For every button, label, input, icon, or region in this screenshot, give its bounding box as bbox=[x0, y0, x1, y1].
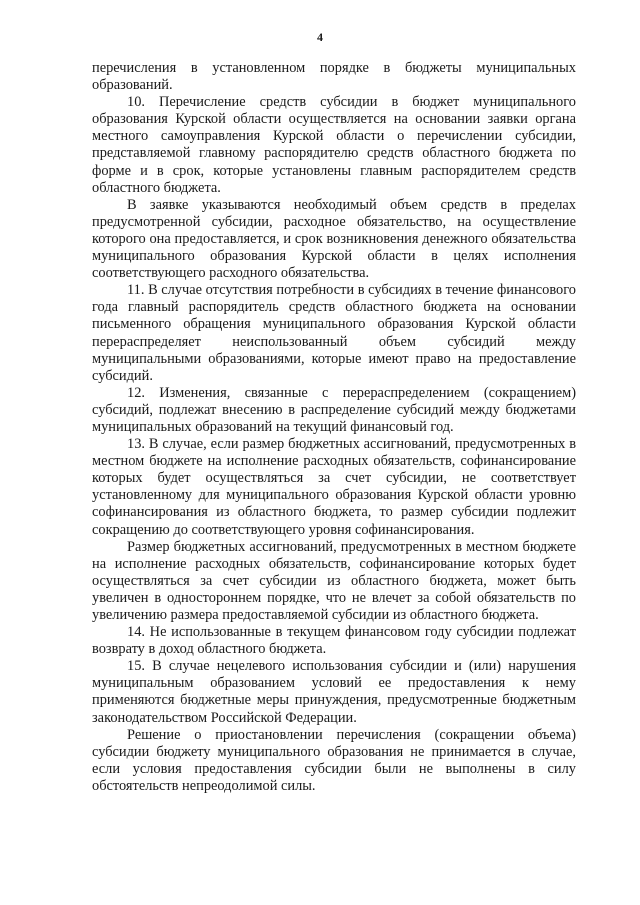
paragraph-item-12: 12. Изменения, связанные с перераспределением (сокращением) субсидий, подлежат внесению в распределение субсидий между бюджетами муниципальных образований на текущий финансовый год. bbox=[92, 384, 576, 435]
paragraph-item-10: 10. Перечисление средств субсидии в бюджет муниципального образования Курской области осуществляется на основании заявки органа местного самоуправления Курской области о перечислении субсидии, представляемой главному распорядителю средств областного бюджета по форме и в срок, которые установлены главным распорядителем средств областного бюджета. bbox=[92, 94, 576, 196]
page-number: 4 bbox=[317, 30, 323, 44]
paragraph-item-11: 11. В случае отсутствия потребности в субсидиях в течение финансового года главный распорядитель средств областного бюджета на основании письменного обращения муниципального образования Курской области перераспределяет неиспользованный объем субсидий между муниципальными образованиями, которые имеют право на предоставление субсидий. bbox=[92, 282, 576, 384]
paragraph-item-15: 15. В случае нецелевого использования субсидии и (или) нарушения муниципальным образованием условий ее предоставления к нему применяются бюджетные меры принуждения, предусмотренные бюджетным законодательством Российской Федерации. bbox=[92, 658, 576, 726]
document-body bbox=[92, 60, 576, 795]
paragraph-budget-allocations: Размер бюджетных ассигнований, предусмотренных в местном бюджете на исполнение расходных обязательств, софинансирование которых будет осуществляться за счет субсидии из областного бюджета, может быть увеличен в одностороннем порядке, что не влечет за собой обязательств по увеличению размера предоставляемой субсидии из областного бюджета. bbox=[92, 538, 576, 623]
paragraph-item-14: 14. Не использованные в текущем финансовом году субсидии подлежат возврату в доход областного бюджета. bbox=[92, 624, 576, 658]
paragraph-continuation: перечисления в установленном порядке в бюджеты муниципальных образований. bbox=[92, 60, 576, 94]
paragraph-suspension-decision: Решение о приостановлении перечисления (сокращении объема) субсидии бюджету муниципального образования не принимается в случае, если условия предоставления субсидии были не выполнены в силу обстоятельств непреодолимой силы. bbox=[92, 726, 576, 794]
paragraph-application-contents: В заявке указываются необходимый объем средств в пределах предусмотренной субсидии, расходное обязательство, на осуществление которого она предоставляется, и срок возникновения денежного обязательства муниципального образования Курской области в целях исполнения соответствующего расходного обязательства. bbox=[92, 196, 576, 282]
paragraph-item-13: 13. В случае, если размер бюджетных ассигнований, предусмотренных в местном бюджете на исполнение расходных обязательств, софинансирование которых будет осуществляться за счет субсидии, не соответствует установленному для муниципального образования Курской области уровню софинансирования из областного бюджета, то размер субсидии подлежит сокращению до соответствующего уровня софинансирования. bbox=[92, 436, 576, 538]
